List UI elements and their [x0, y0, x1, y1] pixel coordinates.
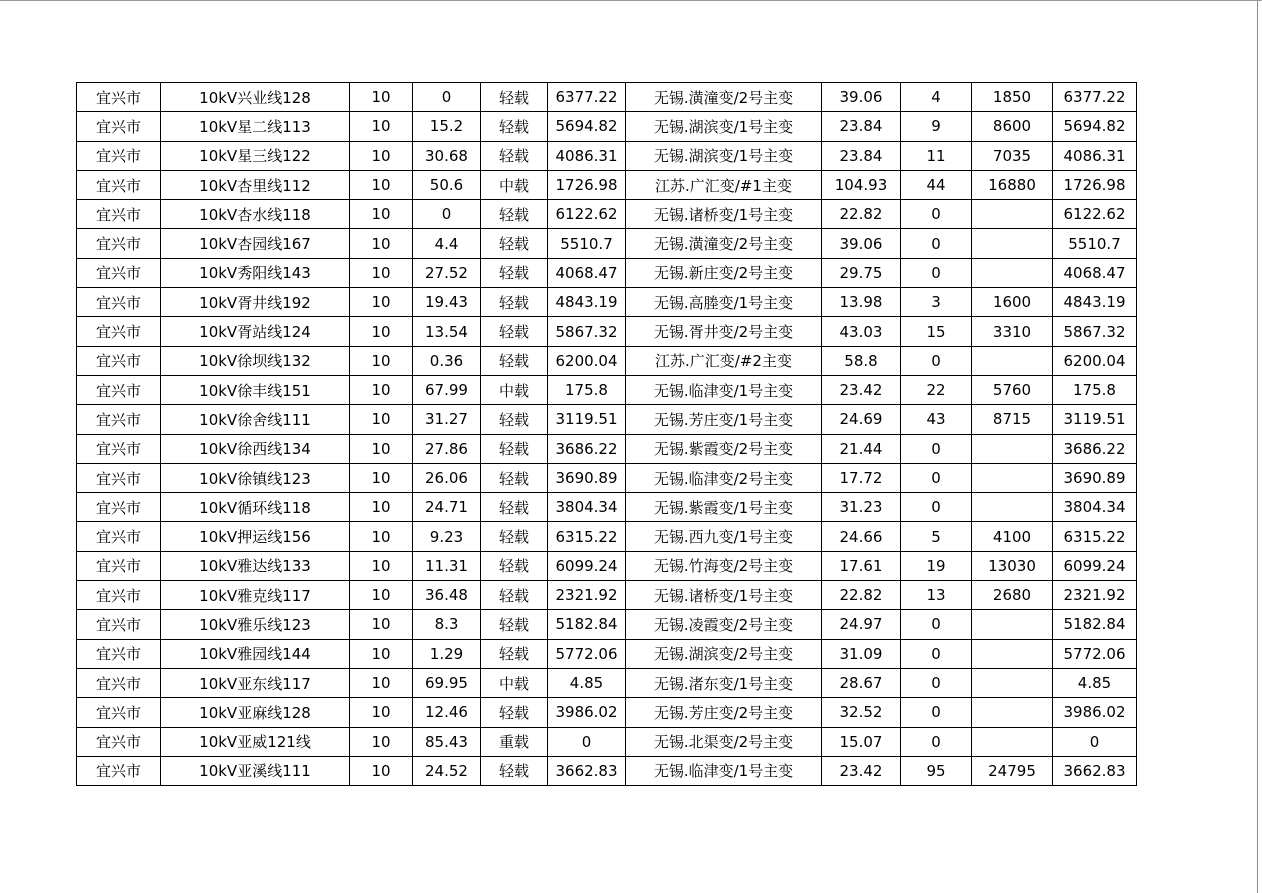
load-status-cell: 轻载 — [481, 83, 548, 112]
substation-cell: 无锡.诸桥变/1号主变 — [626, 581, 822, 610]
line-name-cell: 10kV雅达线133 — [161, 551, 350, 580]
transformer-rate-cell: 23.42 — [822, 756, 901, 785]
table-row — [77, 639, 1137, 668]
substation-cell: 无锡.紫霞变/2号主变 — [626, 434, 822, 463]
voltage-cell: 10 — [350, 405, 413, 434]
amount-cell: 24795 — [972, 756, 1053, 785]
load-rate-cell: 11.31 — [413, 551, 481, 580]
capacity-cell: 3662.83 — [548, 756, 626, 785]
substation-cell: 无锡.西九变/1号主变 — [626, 522, 822, 551]
load-status-cell: 中载 — [481, 170, 548, 199]
city-cell: 宜兴市 — [77, 258, 161, 287]
count-cell: 0 — [901, 639, 972, 668]
capacity-cell: 6099.24 — [548, 551, 626, 580]
city-cell: 宜兴市 — [77, 317, 161, 346]
count-cell: 0 — [901, 200, 972, 229]
capacity-cell: 1726.98 — [548, 170, 626, 199]
voltage-cell: 10 — [350, 434, 413, 463]
load-status-cell: 重载 — [481, 727, 548, 756]
line-name-cell: 10kV亚溪线111 — [161, 756, 350, 785]
load-status-cell: 中载 — [481, 375, 548, 404]
substation-cell: 无锡.竹海变/2号主变 — [626, 551, 822, 580]
amount-cell — [972, 229, 1053, 258]
count-cell: 43 — [901, 405, 972, 434]
feeder-load-table — [76, 82, 1137, 786]
count-cell: 3 — [901, 288, 972, 317]
city-cell: 宜兴市 — [77, 346, 161, 375]
margin-cell: 5867.32 — [1053, 317, 1137, 346]
line-name-cell: 10kV徐西线134 — [161, 434, 350, 463]
voltage-cell: 10 — [350, 493, 413, 522]
transformer-rate-cell: 39.06 — [822, 229, 901, 258]
voltage-cell: 10 — [350, 317, 413, 346]
table-row — [77, 375, 1137, 404]
transformer-rate-cell: 28.67 — [822, 668, 901, 697]
line-name-cell: 10kV雅乐线123 — [161, 610, 350, 639]
substation-cell: 无锡.临津变/1号主变 — [626, 756, 822, 785]
transformer-rate-cell: 29.75 — [822, 258, 901, 287]
city-cell: 宜兴市 — [77, 170, 161, 199]
voltage-cell: 10 — [350, 463, 413, 492]
line-name-cell: 10kV雅园线144 — [161, 639, 350, 668]
load-rate-cell: 24.71 — [413, 493, 481, 522]
transformer-rate-cell: 58.8 — [822, 346, 901, 375]
margin-cell: 3662.83 — [1053, 756, 1137, 785]
margin-cell: 4068.47 — [1053, 258, 1137, 287]
amount-cell: 7035 — [972, 141, 1053, 170]
count-cell: 13 — [901, 581, 972, 610]
substation-cell: 无锡.临津变/2号主变 — [626, 463, 822, 492]
line-name-cell: 10kV杏水线118 — [161, 200, 350, 229]
amount-cell: 1850 — [972, 83, 1053, 112]
substation-cell: 江苏.广汇变/#1主变 — [626, 170, 822, 199]
amount-cell — [972, 493, 1053, 522]
table-row — [77, 170, 1137, 199]
load-rate-cell: 31.27 — [413, 405, 481, 434]
amount-cell — [972, 346, 1053, 375]
capacity-cell: 175.8 — [548, 375, 626, 404]
substation-cell: 无锡.高塍变/1号主变 — [626, 288, 822, 317]
load-rate-cell: 26.06 — [413, 463, 481, 492]
load-status-cell: 轻载 — [481, 581, 548, 610]
line-name-cell: 10kV徐丰线151 — [161, 375, 350, 404]
substation-cell: 无锡.北渠变/2号主变 — [626, 727, 822, 756]
transformer-rate-cell: 23.84 — [822, 141, 901, 170]
line-name-cell: 10kV胥井线192 — [161, 288, 350, 317]
voltage-cell: 10 — [350, 551, 413, 580]
substation-cell: 无锡.潢潼变/2号主变 — [626, 83, 822, 112]
line-name-cell: 10kV押运线156 — [161, 522, 350, 551]
margin-cell: 5182.84 — [1053, 610, 1137, 639]
load-rate-cell: 0 — [413, 200, 481, 229]
transformer-rate-cell: 39.06 — [822, 83, 901, 112]
transformer-rate-cell: 22.82 — [822, 200, 901, 229]
count-cell: 0 — [901, 698, 972, 727]
margin-cell: 6315.22 — [1053, 522, 1137, 551]
voltage-cell: 10 — [350, 170, 413, 199]
line-name-cell: 10kV星二线113 — [161, 112, 350, 141]
line-name-cell: 10kV杏里线112 — [161, 170, 350, 199]
count-cell: 5 — [901, 522, 972, 551]
load-rate-cell: 36.48 — [413, 581, 481, 610]
capacity-cell: 5694.82 — [548, 112, 626, 141]
load-status-cell: 轻载 — [481, 229, 548, 258]
voltage-cell: 10 — [350, 346, 413, 375]
voltage-cell: 10 — [350, 522, 413, 551]
substation-cell: 无锡.胥井变/2号主变 — [626, 317, 822, 346]
load-status-cell: 轻载 — [481, 698, 548, 727]
table-row — [77, 317, 1137, 346]
table-row — [77, 346, 1137, 375]
amount-cell: 2680 — [972, 581, 1053, 610]
voltage-cell: 10 — [350, 375, 413, 404]
amount-cell: 8715 — [972, 405, 1053, 434]
table-row — [77, 756, 1137, 785]
voltage-cell: 10 — [350, 200, 413, 229]
capacity-cell: 4086.31 — [548, 141, 626, 170]
load-status-cell: 轻载 — [481, 317, 548, 346]
transformer-rate-cell: 15.07 — [822, 727, 901, 756]
load-status-cell: 轻载 — [481, 200, 548, 229]
load-rate-cell: 27.86 — [413, 434, 481, 463]
margin-cell: 3119.51 — [1053, 405, 1137, 434]
margin-cell: 5772.06 — [1053, 639, 1137, 668]
margin-cell: 6377.22 — [1053, 83, 1137, 112]
city-cell: 宜兴市 — [77, 493, 161, 522]
load-status-cell: 轻载 — [481, 346, 548, 375]
amount-cell — [972, 698, 1053, 727]
amount-cell — [972, 463, 1053, 492]
margin-cell: 3986.02 — [1053, 698, 1137, 727]
margin-cell: 3686.22 — [1053, 434, 1137, 463]
table-body — [77, 83, 1137, 786]
table-row — [77, 463, 1137, 492]
amount-cell — [972, 727, 1053, 756]
count-cell: 0 — [901, 493, 972, 522]
substation-cell: 无锡.诸桥变/1号主变 — [626, 200, 822, 229]
load-status-cell: 轻载 — [481, 112, 548, 141]
margin-cell: 6122.62 — [1053, 200, 1137, 229]
load-status-cell: 轻载 — [481, 551, 548, 580]
table-row — [77, 698, 1137, 727]
voltage-cell: 10 — [350, 112, 413, 141]
margin-cell: 2321.92 — [1053, 581, 1137, 610]
line-name-cell: 10kV星三线122 — [161, 141, 350, 170]
margin-cell: 4086.31 — [1053, 141, 1137, 170]
load-rate-cell: 1.29 — [413, 639, 481, 668]
substation-cell: 无锡.湖滨变/2号主变 — [626, 639, 822, 668]
city-cell: 宜兴市 — [77, 727, 161, 756]
load-rate-cell: 24.52 — [413, 756, 481, 785]
city-cell: 宜兴市 — [77, 668, 161, 697]
load-rate-cell: 85.43 — [413, 727, 481, 756]
page-right-edge — [1257, 1, 1258, 893]
transformer-rate-cell: 104.93 — [822, 170, 901, 199]
substation-cell: 无锡.潢潼变/2号主变 — [626, 229, 822, 258]
city-cell: 宜兴市 — [77, 581, 161, 610]
transformer-rate-cell: 13.98 — [822, 288, 901, 317]
table-row — [77, 668, 1137, 697]
count-cell: 15 — [901, 317, 972, 346]
count-cell: 95 — [901, 756, 972, 785]
load-status-cell: 轻载 — [481, 522, 548, 551]
capacity-cell: 5510.7 — [548, 229, 626, 258]
line-name-cell: 10kV亚麻线128 — [161, 698, 350, 727]
margin-cell: 6200.04 — [1053, 346, 1137, 375]
margin-cell: 3690.89 — [1053, 463, 1137, 492]
amount-cell — [972, 610, 1053, 639]
city-cell: 宜兴市 — [77, 698, 161, 727]
substation-cell: 无锡.芳庄变/2号主变 — [626, 698, 822, 727]
load-rate-cell: 0 — [413, 83, 481, 112]
amount-cell — [972, 668, 1053, 697]
load-rate-cell: 50.6 — [413, 170, 481, 199]
table-row — [77, 258, 1137, 287]
margin-cell: 175.8 — [1053, 375, 1137, 404]
substation-cell: 无锡.湖滨变/1号主变 — [626, 141, 822, 170]
table-row — [77, 522, 1137, 551]
capacity-cell: 6377.22 — [548, 83, 626, 112]
table-row — [77, 610, 1137, 639]
load-rate-cell: 15.2 — [413, 112, 481, 141]
table-row — [77, 551, 1137, 580]
table-row — [77, 288, 1137, 317]
count-cell: 4 — [901, 83, 972, 112]
table-row — [77, 141, 1137, 170]
table-row — [77, 493, 1137, 522]
count-cell: 44 — [901, 170, 972, 199]
line-name-cell: 10kV秀阳线143 — [161, 258, 350, 287]
city-cell: 宜兴市 — [77, 756, 161, 785]
line-name-cell: 10kV亚威121线 — [161, 727, 350, 756]
voltage-cell: 10 — [350, 610, 413, 639]
count-cell: 0 — [901, 610, 972, 639]
voltage-cell: 10 — [350, 639, 413, 668]
transformer-rate-cell: 23.84 — [822, 112, 901, 141]
table-row — [77, 405, 1137, 434]
count-cell: 0 — [901, 668, 972, 697]
transformer-rate-cell: 21.44 — [822, 434, 901, 463]
transformer-rate-cell: 22.82 — [822, 581, 901, 610]
city-cell: 宜兴市 — [77, 551, 161, 580]
margin-cell: 1726.98 — [1053, 170, 1137, 199]
line-name-cell: 10kV徐舍线111 — [161, 405, 350, 434]
amount-cell — [972, 258, 1053, 287]
count-cell: 19 — [901, 551, 972, 580]
load-rate-cell: 13.54 — [413, 317, 481, 346]
load-status-cell: 轻载 — [481, 288, 548, 317]
substation-cell: 无锡.临津变/1号主变 — [626, 375, 822, 404]
voltage-cell: 10 — [350, 83, 413, 112]
margin-cell: 5694.82 — [1053, 112, 1137, 141]
load-status-cell: 中载 — [481, 668, 548, 697]
city-cell: 宜兴市 — [77, 229, 161, 258]
load-status-cell: 轻载 — [481, 258, 548, 287]
voltage-cell: 10 — [350, 756, 413, 785]
substation-cell: 无锡.芳庄变/1号主变 — [626, 405, 822, 434]
city-cell: 宜兴市 — [77, 639, 161, 668]
margin-cell: 4.85 — [1053, 668, 1137, 697]
line-name-cell: 10kV兴业线128 — [161, 83, 350, 112]
transformer-rate-cell: 24.97 — [822, 610, 901, 639]
line-name-cell: 10kV徐坝线132 — [161, 346, 350, 375]
capacity-cell: 5182.84 — [548, 610, 626, 639]
capacity-cell: 5772.06 — [548, 639, 626, 668]
substation-cell: 无锡.紫霞变/1号主变 — [626, 493, 822, 522]
amount-cell — [972, 434, 1053, 463]
amount-cell: 13030 — [972, 551, 1053, 580]
transformer-rate-cell: 17.61 — [822, 551, 901, 580]
load-rate-cell: 4.4 — [413, 229, 481, 258]
amount-cell: 1600 — [972, 288, 1053, 317]
substation-cell: 无锡.湖滨变/1号主变 — [626, 112, 822, 141]
amount-cell — [972, 639, 1053, 668]
transformer-rate-cell: 43.03 — [822, 317, 901, 346]
load-status-cell: 轻载 — [481, 610, 548, 639]
load-rate-cell: 0.36 — [413, 346, 481, 375]
load-rate-cell: 9.23 — [413, 522, 481, 551]
count-cell: 0 — [901, 346, 972, 375]
city-cell: 宜兴市 — [77, 405, 161, 434]
table-row — [77, 434, 1137, 463]
load-status-cell: 轻载 — [481, 405, 548, 434]
amount-cell — [972, 200, 1053, 229]
transformer-rate-cell: 24.69 — [822, 405, 901, 434]
substation-cell: 无锡.渚东变/1号主变 — [626, 668, 822, 697]
margin-cell: 6099.24 — [1053, 551, 1137, 580]
capacity-cell: 6200.04 — [548, 346, 626, 375]
voltage-cell: 10 — [350, 727, 413, 756]
substation-cell: 无锡.凌霞变/2号主变 — [626, 610, 822, 639]
margin-cell: 5510.7 — [1053, 229, 1137, 258]
substation-cell: 无锡.新庄变/2号主变 — [626, 258, 822, 287]
transformer-rate-cell: 17.72 — [822, 463, 901, 492]
line-name-cell: 10kV循环线118 — [161, 493, 350, 522]
amount-cell: 3310 — [972, 317, 1053, 346]
capacity-cell: 5867.32 — [548, 317, 626, 346]
voltage-cell: 10 — [350, 581, 413, 610]
city-cell: 宜兴市 — [77, 610, 161, 639]
amount-cell: 16880 — [972, 170, 1053, 199]
line-name-cell: 10kV徐镇线123 — [161, 463, 350, 492]
city-cell: 宜兴市 — [77, 141, 161, 170]
line-name-cell: 10kV杏园线167 — [161, 229, 350, 258]
line-name-cell: 10kV雅克线117 — [161, 581, 350, 610]
table-row — [77, 112, 1137, 141]
load-status-cell: 轻载 — [481, 639, 548, 668]
line-name-cell: 10kV胥站线124 — [161, 317, 350, 346]
count-cell: 0 — [901, 727, 972, 756]
transformer-rate-cell: 23.42 — [822, 375, 901, 404]
voltage-cell: 10 — [350, 668, 413, 697]
voltage-cell: 10 — [350, 141, 413, 170]
capacity-cell: 3686.22 — [548, 434, 626, 463]
load-status-cell: 轻载 — [481, 463, 548, 492]
city-cell: 宜兴市 — [77, 375, 161, 404]
load-rate-cell: 69.95 — [413, 668, 481, 697]
count-cell: 0 — [901, 463, 972, 492]
count-cell: 11 — [901, 141, 972, 170]
count-cell: 9 — [901, 112, 972, 141]
margin-cell: 4843.19 — [1053, 288, 1137, 317]
capacity-cell: 0 — [548, 727, 626, 756]
voltage-cell: 10 — [350, 258, 413, 287]
table-row — [77, 83, 1137, 112]
margin-cell: 3804.34 — [1053, 493, 1137, 522]
amount-cell: 8600 — [972, 112, 1053, 141]
capacity-cell: 6122.62 — [548, 200, 626, 229]
amount-cell: 5760 — [972, 375, 1053, 404]
capacity-cell: 4068.47 — [548, 258, 626, 287]
voltage-cell: 10 — [350, 288, 413, 317]
voltage-cell: 10 — [350, 229, 413, 258]
load-rate-cell: 30.68 — [413, 141, 481, 170]
transformer-rate-cell: 31.09 — [822, 639, 901, 668]
table-row — [77, 200, 1137, 229]
voltage-cell: 10 — [350, 698, 413, 727]
capacity-cell: 4.85 — [548, 668, 626, 697]
load-rate-cell: 67.99 — [413, 375, 481, 404]
load-rate-cell: 8.3 — [413, 610, 481, 639]
load-rate-cell: 12.46 — [413, 698, 481, 727]
load-status-cell: 轻载 — [481, 756, 548, 785]
table-row — [77, 581, 1137, 610]
capacity-cell: 4843.19 — [548, 288, 626, 317]
line-name-cell: 10kV亚东线117 — [161, 668, 350, 697]
capacity-cell: 3690.89 — [548, 463, 626, 492]
transformer-rate-cell: 24.66 — [822, 522, 901, 551]
city-cell: 宜兴市 — [77, 434, 161, 463]
city-cell: 宜兴市 — [77, 463, 161, 492]
table-row — [77, 727, 1137, 756]
substation-cell: 江苏.广汇变/#2主变 — [626, 346, 822, 375]
capacity-cell: 3119.51 — [548, 405, 626, 434]
city-cell: 宜兴市 — [77, 83, 161, 112]
count-cell: 0 — [901, 229, 972, 258]
table-row — [77, 229, 1137, 258]
transformer-rate-cell: 32.52 — [822, 698, 901, 727]
capacity-cell: 6315.22 — [548, 522, 626, 551]
load-status-cell: 轻载 — [481, 434, 548, 463]
count-cell: 0 — [901, 434, 972, 463]
city-cell: 宜兴市 — [77, 112, 161, 141]
capacity-cell: 3986.02 — [548, 698, 626, 727]
load-rate-cell: 27.52 — [413, 258, 481, 287]
load-rate-cell: 19.43 — [413, 288, 481, 317]
count-cell: 22 — [901, 375, 972, 404]
city-cell: 宜兴市 — [77, 522, 161, 551]
city-cell: 宜兴市 — [77, 200, 161, 229]
city-cell: 宜兴市 — [77, 288, 161, 317]
capacity-cell: 3804.34 — [548, 493, 626, 522]
load-status-cell: 轻载 — [481, 493, 548, 522]
transformer-rate-cell: 31.23 — [822, 493, 901, 522]
load-status-cell: 轻载 — [481, 141, 548, 170]
margin-cell: 0 — [1053, 727, 1137, 756]
count-cell: 0 — [901, 258, 972, 287]
capacity-cell: 2321.92 — [548, 581, 626, 610]
amount-cell: 4100 — [972, 522, 1053, 551]
